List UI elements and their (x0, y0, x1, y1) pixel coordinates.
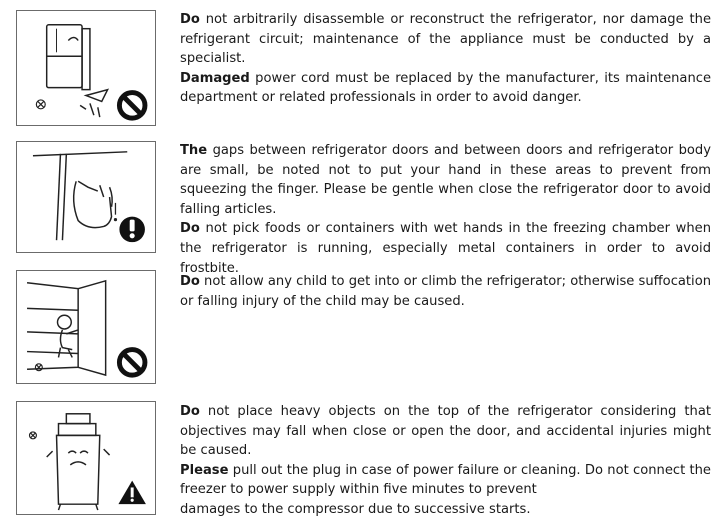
paragraph (180, 10, 711, 69)
illustration-door-gap (16, 141, 156, 253)
child-climbing-illustration (17, 271, 155, 383)
section-3-text (180, 272, 711, 311)
prohibition-icon (119, 350, 145, 376)
paragraph-text: not place heavy objects on the top of the refrigerator considering that objectives may fall when close or open the door, and accidental injuries might be caused. (180, 404, 711, 459)
illustration-disassembly (16, 10, 156, 126)
lead-word: Do (180, 221, 200, 237)
heavy-objects-illustration (17, 402, 155, 514)
prohibited-small-icon (30, 432, 37, 439)
prohibited-small-icon (35, 364, 42, 371)
lead-word: Please (180, 462, 229, 478)
fridge-disassembly-illustration (17, 11, 155, 125)
paragraph (180, 500, 711, 520)
lead-word: Do (180, 404, 200, 419)
section-2-text (180, 141, 711, 278)
section-1-text (180, 10, 711, 108)
warning-triangle-icon (118, 481, 146, 505)
paragraph (180, 461, 711, 500)
paragraph-text: not pick foods or containers with wet hands in the freezing chamber when the refrigerator is running, especially metal containers in order to avoid frostbite. (180, 221, 711, 276)
illustration-child-climbing (16, 270, 156, 384)
exclamation-small-icon (114, 203, 116, 221)
paragraph (180, 272, 711, 311)
paragraph-text: not allow any child to get into or climb the refrigerator; otherwise suffocation or falling injury of the child may be caused. (180, 274, 711, 309)
prohibition-icon (119, 93, 145, 119)
lead-word: The (180, 143, 208, 158)
paragraph (180, 402, 711, 461)
paragraph (180, 219, 711, 278)
prohibited-small-icon (36, 100, 45, 109)
illustration-heavy-objects (16, 401, 156, 515)
paragraph-text: not arbitrarily disassemble or reconstruct the refrigerator, nor damage the refrigerant circuit; maintenance of the appliance must be conducted by a specialist. (180, 12, 711, 67)
section-4-text (180, 402, 711, 520)
paragraph (180, 141, 711, 219)
door-gap-hand-illustration (17, 142, 155, 252)
mandatory-caution-icon (119, 217, 145, 243)
lead-word: Do (180, 274, 200, 289)
lead-word: Do (180, 12, 200, 27)
paragraph (180, 69, 711, 108)
lead-word: Damaged (180, 70, 250, 86)
paragraph-text: power cord must be replaced by the manufacturer, its maintenance department or related professionals in order to avoid danger. (180, 70, 711, 106)
paragraph-text: damages to the compressor due to successive starts. (180, 501, 531, 517)
paragraph-text: pull out the plug in case of power failure or cleaning. Do not connect the freezer to power supply within five minutes to prevent (180, 462, 711, 498)
paragraph-text: gaps between refrigerator doors and between doors and refrigerator body are small, be noted not to put your hand in these areas to prevent from squeezing the finger. Please be gentle when close the refrigerator door to avoid falling articles. (180, 143, 711, 217)
